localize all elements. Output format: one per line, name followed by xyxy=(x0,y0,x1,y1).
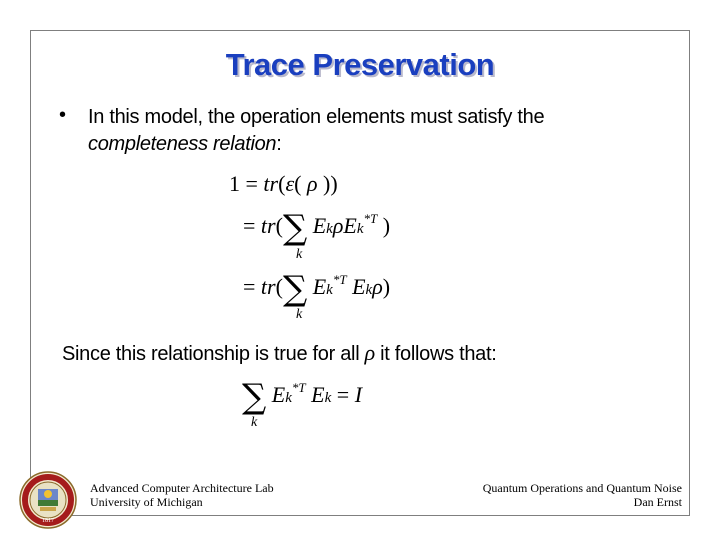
bullet-text-colon: : xyxy=(276,133,282,155)
footer-author: Dan Ernst xyxy=(633,495,682,509)
footer-lab: Advanced Computer Architecture Lab xyxy=(90,481,274,495)
since-text-1: Since this relationship is true for all xyxy=(62,343,360,365)
sum-index-1: k xyxy=(296,247,303,262)
bullet-text-main: In this model, the operation elements must satisfy the xyxy=(88,106,545,128)
footer-left xyxy=(90,481,274,509)
since-statement xyxy=(62,340,497,366)
equation-final: ∑ $Ek^{*T}$ Ek = I xyxy=(242,377,363,417)
since-rho: ρ xyxy=(364,340,375,365)
footer-course-title: Quantum Operations and Quantum Noise xyxy=(482,481,682,495)
footer-university: University of Michigan xyxy=(90,495,203,509)
footer-right xyxy=(483,481,682,509)
sum-index-2: k xyxy=(296,307,303,322)
equation-line-3: = tr(∑ $Ek^{*T}$ Ekρ) xyxy=(243,269,391,309)
seal-year: 1817 xyxy=(42,518,54,524)
slide-title: Trace Preservation xyxy=(225,47,495,82)
equation-line-1: 1 = tr(ε( ρ )) xyxy=(229,171,338,196)
bullet-text xyxy=(88,104,668,158)
university-seal-icon xyxy=(16,470,80,530)
equation-line-2: = tr(∑ EkρEk$^{*T}$ ) xyxy=(243,208,391,248)
since-text-2: it follows that: xyxy=(380,343,497,365)
bullet-marker: • xyxy=(59,104,67,126)
sum-index-3: k xyxy=(251,415,258,430)
bullet-text-italic: completeness relation xyxy=(88,133,277,155)
